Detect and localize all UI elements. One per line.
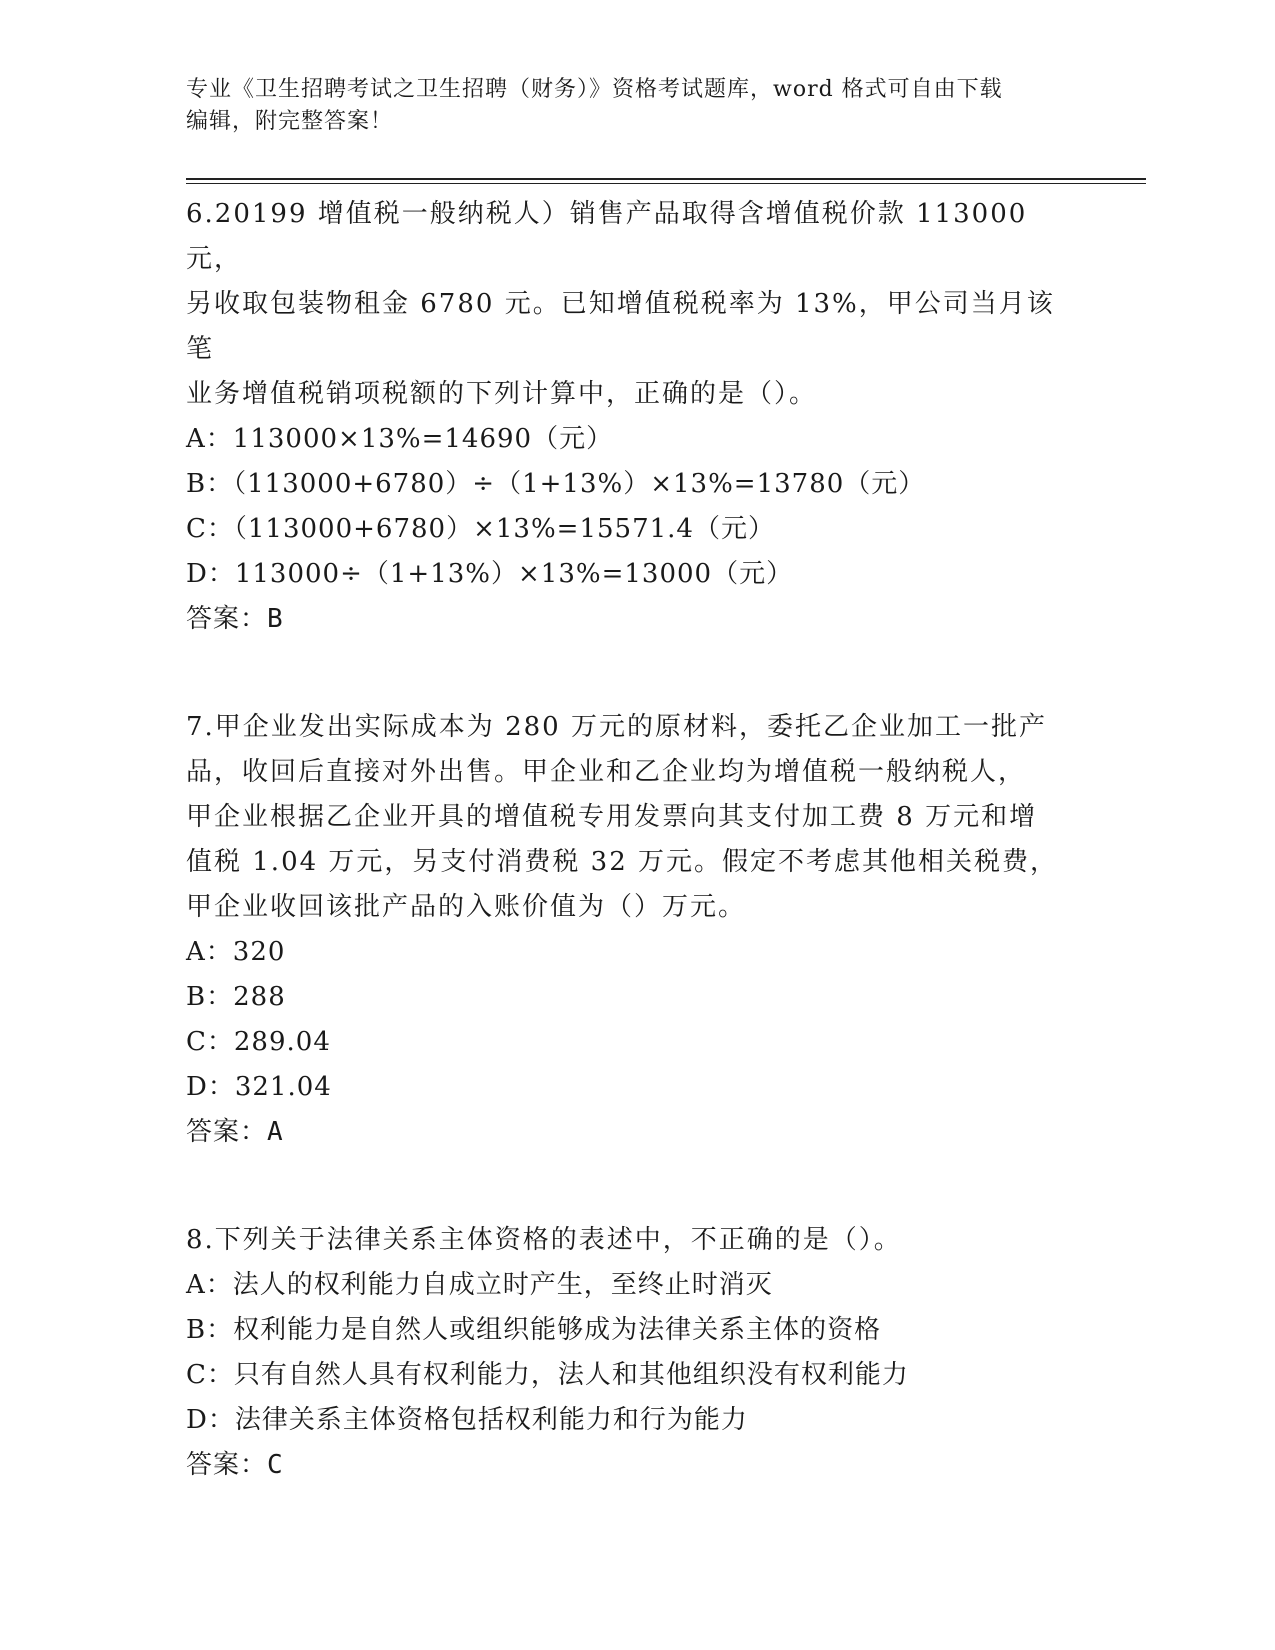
question-list (186, 192, 1066, 1488)
option-c: C：（113000+6780）×13%=15571.4（元） (186, 514, 775, 544)
question-text (186, 1218, 1066, 1263)
spacer (186, 1155, 1066, 1218)
option-b: B：权利能力是自然人或组织能够成为法律关系主体的资格 (186, 1315, 882, 1345)
option-d: D：321.04 (186, 1072, 332, 1102)
question-block (186, 192, 1066, 642)
question-line: 甲企业根据乙企业开具的增值税专用发票向其支付加工费 8 万元和增 (186, 802, 1038, 832)
question-line: 8.下列关于法律关系主体资格的表述中，不正确的是（）。 (186, 1225, 902, 1255)
answer-line: 答案：A (186, 1117, 284, 1147)
option-a: A：320 (186, 937, 286, 967)
option-c: C：只有自然人具有权利能力，法人和其他组织没有权利能力 (186, 1360, 909, 1390)
question-line: 7.甲企业发出实际成本为 280 万元的原材料，委托乙企业加工一批产 (186, 712, 1047, 742)
header-divider-thick (186, 178, 1146, 180)
option-b: B：288 (186, 982, 286, 1012)
page-header (186, 74, 1066, 138)
answer-line: 答案：B (186, 604, 284, 634)
spacer (186, 642, 1066, 705)
question-line: 业务增值税销项税额的下列计算中，正确的是（）。 (186, 379, 818, 409)
question-line: 另收取包装物租金 6780 元。已知增值税税率为 13%，甲公司当月该笔 (186, 289, 1055, 364)
header-line-2: 编辑，附完整答案！ (186, 109, 394, 134)
option-b: B：（113000+6780）÷（1+13%）×13%=13780（元） (186, 469, 926, 499)
option-a: A：113000×13%=14690（元） (186, 424, 614, 454)
question-text (186, 192, 1066, 417)
question-line: 甲企业收回该批产品的入账价值为（）万元。 (186, 892, 747, 922)
question-line: 品，收回后直接对外出售。甲企业和乙企业均为增值税一般纳税人， (186, 757, 1027, 787)
option-c: C：289.04 (186, 1027, 331, 1057)
option-d: D：113000÷（1+13%）×13%=13000（元） (186, 559, 794, 589)
answer-line: 答案：C (186, 1450, 284, 1480)
header-divider-thin (186, 183, 1146, 184)
option-d: D：法律关系主体资格包括权利能力和行为能力 (186, 1405, 748, 1435)
question-block (186, 705, 1066, 1155)
header-line-1: 专业《卫生招聘考试之卫生招聘（财务）》资格考试题库，word 格式可自由下载 (186, 77, 1003, 102)
question-line: 6.20199 增值税一般纳税人）销售产品取得含增值税价款 113000 元， (186, 199, 1028, 274)
question-text (186, 705, 1066, 930)
option-a: A：法人的权利能力自成立时产生，至终止时消灭 (186, 1270, 773, 1300)
question-line: 值税 1.04 万元，另支付消费税 32 万元。假定不考虑其他相关税费， (186, 847, 1059, 877)
question-block (186, 1218, 1066, 1488)
